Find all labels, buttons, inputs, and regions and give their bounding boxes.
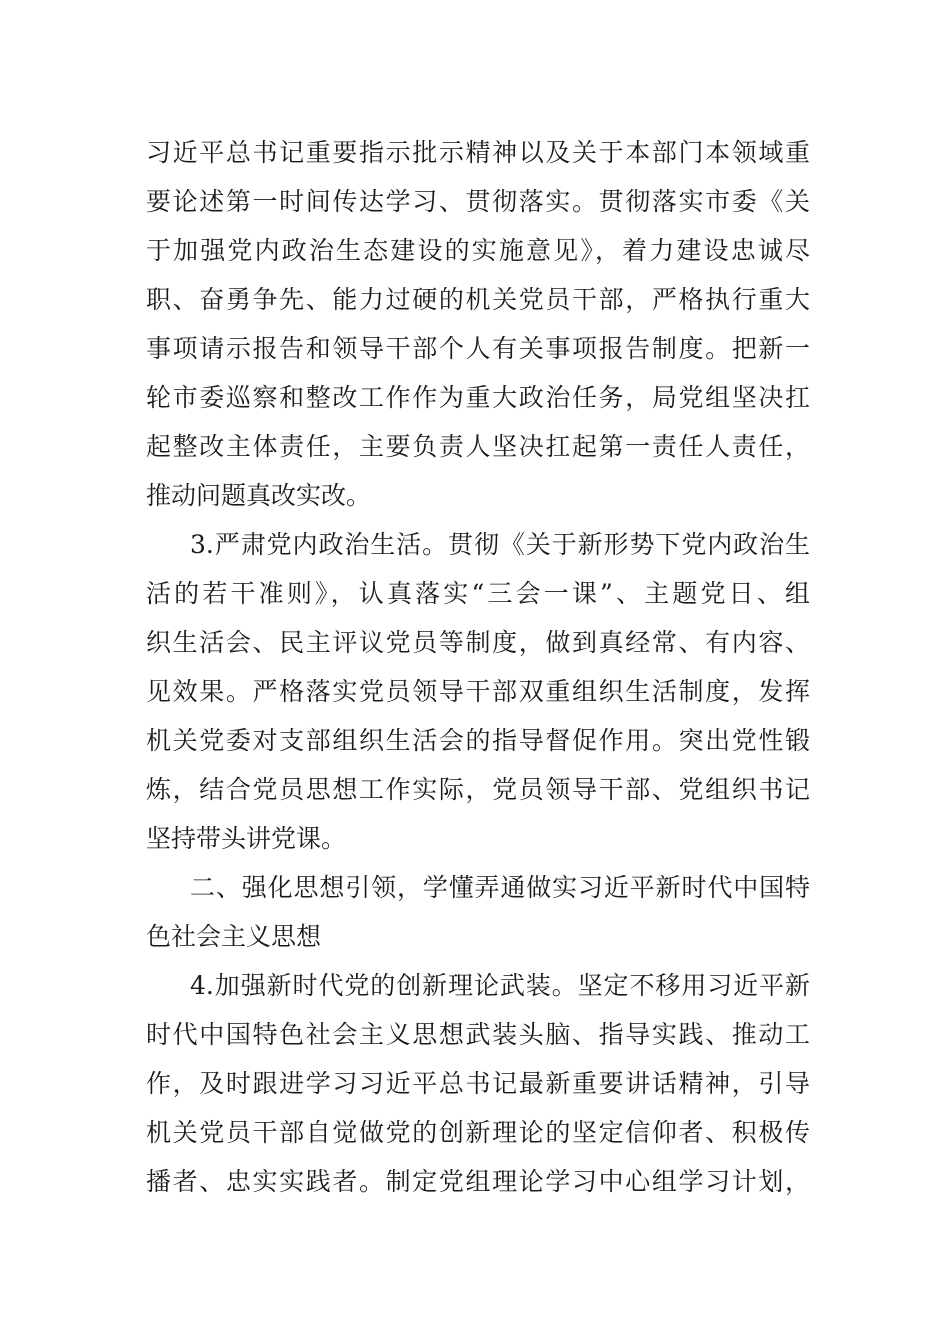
text-line: 3.严肃党内政治生活。贯彻《关于新形势下党内政治生	[190, 530, 810, 559]
text-line: 4.加强新时代党的创新理论武装。坚定不移用习近平新	[190, 971, 810, 1000]
text-line: 机关党委对支部组织生活会的指导督促作用。突出党性锻	[146, 726, 810, 755]
text-line: 织生活会、民主评议党员等制度，做到真经常、有内容、	[146, 628, 810, 657]
text-line: 作，及时跟进学习习近平总书记最新重要讲话精神，引导	[146, 1069, 810, 1098]
section-heading-line: 色社会主义思想	[146, 922, 322, 951]
text-line: 事项请示报告和领导干部个人有关事项报告制度。把新一	[146, 334, 810, 363]
text-line: 机关党员干部自觉做党的创新理论的坚定信仰者、积极传	[146, 1118, 810, 1147]
text-line: 坚持带头讲党课。	[146, 824, 347, 853]
text-line: 活的若干准则》，认真落实“三会一课”、主题党日、组	[146, 579, 810, 608]
document-body	[146, 128, 810, 1206]
text-line: 轮市委巡察和整改工作作为重大政治任务，局党组坚决扛	[146, 383, 810, 412]
text-line: 要论述第一时间传达学习、贯彻落实。贯彻落实市委《关	[146, 187, 810, 216]
text-line: 于加强党内政治生态建设的实施意见》，着力建设忠诚尽	[146, 236, 810, 265]
text-line: 推动问题真改实改。	[146, 481, 372, 510]
text-line: 播者、忠实实践者。制定党组理论学习中心组学习计划，	[146, 1167, 810, 1196]
text-line: 见效果。严格落实党员领导干部双重组织生活制度，发挥	[146, 677, 810, 706]
text-line: 炼，结合党员思想工作实际，党员领导干部、党组织书记	[146, 775, 810, 804]
section-heading-line: 二、强化思想引领，学懂弄通做实习近平新时代中国特	[190, 873, 810, 902]
text-line: 时代中国特色社会主义思想武装头脑、指导实践、推动工	[146, 1020, 810, 1049]
text-line: 起整改主体责任，主要负责人坚决扛起第一责任人责任，	[146, 432, 810, 461]
text-line: 习近平总书记重要指示批示精神以及关于本部门本领域重	[146, 138, 810, 167]
text-line: 职、奋勇争先、能力过硬的机关党员干部，严格执行重大	[146, 285, 810, 314]
